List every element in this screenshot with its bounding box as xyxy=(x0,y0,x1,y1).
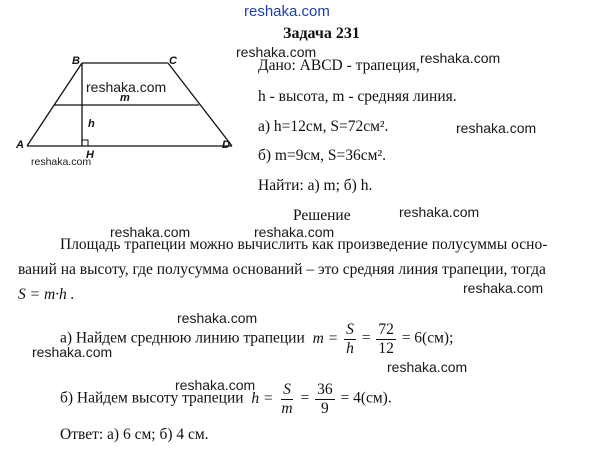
step-b-f2-num: 36 xyxy=(317,381,333,398)
watermark: reshaka.com xyxy=(177,310,258,326)
watermark: reshaka.com xyxy=(254,224,335,240)
foot-label-h: H xyxy=(86,149,94,161)
watermark: reshaka.com xyxy=(387,359,468,375)
trapezoid-figure xyxy=(0,52,240,162)
step-b-f2-den: 9 xyxy=(320,399,329,417)
step-a xyxy=(60,322,453,356)
step-a-f2-num: 72 xyxy=(378,321,394,338)
problem-title: Задача 231 xyxy=(283,25,360,42)
answer-line: Ответ: а) 6 см; б) 4 см. xyxy=(60,426,209,443)
watermark: reshaka.com xyxy=(456,120,537,136)
right-angle-mark xyxy=(82,140,88,146)
solution-paragraph-line-2: ваний на высоту, где полусумма оснований – это средняя линия трапеции, тогда xyxy=(18,261,546,278)
find-line: Найти: а) m; б) h. xyxy=(258,177,373,194)
vertex-label-b: B xyxy=(72,55,80,67)
given-line-2: h - высота, m - средняя линия. xyxy=(258,88,457,105)
step-b-fraction-1 xyxy=(279,382,294,416)
step-a-fraction-2 xyxy=(376,322,396,356)
vertex-label-d: D xyxy=(222,139,230,151)
step-a-f1-den: h xyxy=(346,339,354,357)
step-b-f1-den: m xyxy=(281,399,293,417)
solution-paragraph-line-1: Площадь трапеции можно вычислить как произведение полусуммы осно- xyxy=(60,236,548,253)
step-b-f1-num: S xyxy=(283,381,291,398)
vertex-label-a: A xyxy=(16,139,24,151)
area-formula: S = m·h . xyxy=(18,286,75,303)
watermark: reshaka.com xyxy=(463,280,544,296)
watermark: reshaka.com xyxy=(399,204,480,220)
vertex-label-c: C xyxy=(169,55,177,67)
step-b-result: = 4(см). xyxy=(340,389,392,407)
given-a: а) h=12см, S=72см². xyxy=(258,118,389,135)
step-b-eq: = xyxy=(300,389,310,407)
given-line-1: Дано: ABCD - трапеция, xyxy=(258,57,420,74)
watermark: reshaka.com xyxy=(31,156,92,168)
watermark: reshaka.com xyxy=(86,79,167,95)
watermark: reshaka.com xyxy=(236,44,317,60)
step-a-lhs: m = xyxy=(312,329,339,347)
midline-label: m xyxy=(120,92,130,104)
watermark: reshaka.com xyxy=(32,344,113,360)
step-a-eq: = xyxy=(361,329,371,347)
step-b-text: б) Найдем высоту трапеции xyxy=(60,389,244,407)
watermark: reshaka.com xyxy=(175,377,256,393)
step-a-f2-den: 12 xyxy=(378,339,394,357)
step-a-text: а) Найдем среднюю линию трапеции xyxy=(60,329,305,347)
step-a-result: = 6(см); xyxy=(401,329,454,347)
given-b: б) m=9см, S=36см². xyxy=(258,147,386,164)
step-b-fraction-2 xyxy=(315,382,335,416)
step-a-fraction-1 xyxy=(344,322,356,356)
step-b xyxy=(60,382,392,416)
watermark: reshaka.com xyxy=(110,224,191,240)
step-a-f1-num: S xyxy=(346,321,354,338)
step-b-lhs: h = xyxy=(251,389,274,407)
solution-heading: Решение xyxy=(293,207,351,224)
watermark-top: reshaka.com xyxy=(244,3,330,20)
watermark: reshaka.com xyxy=(420,50,501,66)
height-label: h xyxy=(88,118,95,130)
